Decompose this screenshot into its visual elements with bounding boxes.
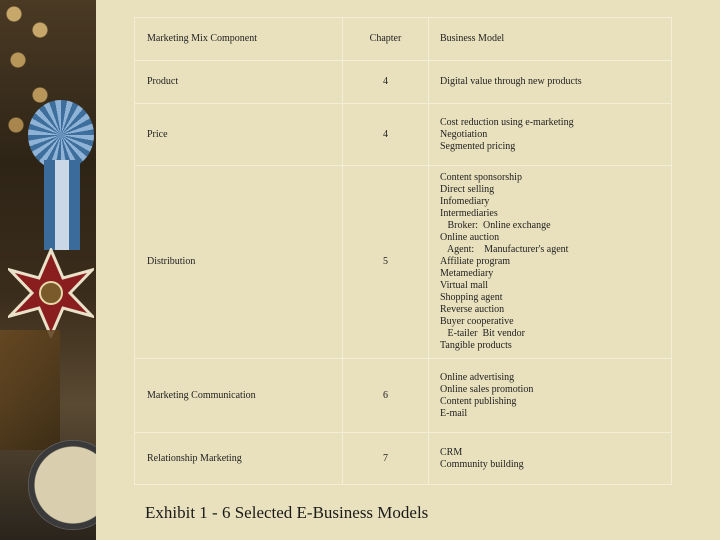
header-chapter: Chapter [343, 18, 429, 61]
row-component: Price [135, 104, 343, 166]
table-header-row [135, 18, 672, 61]
model-item: Cost reduction using e-marketing [440, 116, 574, 128]
table-row [135, 61, 672, 104]
model-item: Online advertising [440, 371, 515, 383]
table-row [135, 433, 672, 485]
row-models [429, 433, 672, 485]
row-chapter: 7 [343, 433, 429, 485]
model-item: Direct selling [440, 184, 495, 195]
model-item: Agent: Manufacturer's agent [440, 244, 569, 255]
row-models [429, 61, 672, 104]
model-item: Buyer cooperative [440, 316, 514, 327]
row-component: Product [135, 61, 343, 104]
model-item: Intermediaries [440, 208, 498, 219]
model-item: Reverse auction [440, 304, 505, 315]
model-item: Online auction [440, 232, 500, 243]
model-item: Negotiation [440, 128, 488, 140]
row-component: Distribution [135, 166, 343, 359]
table-row [135, 104, 672, 166]
model-item: Affiliate program [440, 256, 511, 267]
model-item: E-mail [440, 407, 468, 419]
row-chapter: 5 [343, 166, 429, 359]
row-component: Marketing Communication [135, 359, 343, 433]
row-chapter: 4 [343, 104, 429, 166]
row-chapter: 6 [343, 359, 429, 433]
table-row [135, 166, 672, 359]
medal-ribbon [44, 160, 80, 250]
header-model: Business Model [429, 18, 672, 61]
leaf-ornament [0, 330, 60, 450]
model-item: Online sales promotion [440, 383, 534, 395]
decorative-medals-image [0, 0, 96, 540]
row-component: Relationship Marketing [135, 433, 343, 485]
model-item: E-tailer Bit vendor [440, 328, 525, 339]
model-item: Tangible products [440, 340, 512, 351]
row-models [429, 166, 672, 359]
model-item: Broker: Online exchange [440, 220, 551, 231]
model-item: Digital value through new products [440, 76, 582, 87]
exhibit-caption: Exhibit 1 - 6 Selected E-Business Models [145, 503, 429, 522]
maltese-cross-medal [8, 248, 94, 338]
model-item: Shopping agent [440, 292, 503, 303]
business-models-table [134, 17, 672, 485]
model-item: Content sponsorship [440, 172, 522, 183]
row-chapter: 4 [343, 61, 429, 104]
row-models [429, 104, 672, 166]
header-component: Marketing Mix Component [135, 18, 343, 61]
row-models [429, 359, 672, 433]
model-item: CRM [440, 446, 463, 458]
table-row [135, 359, 672, 433]
model-item: Infomediary [440, 196, 490, 207]
model-item: Community building [440, 458, 524, 470]
model-item: Segmented pricing [440, 140, 516, 152]
model-item: Content publishing [440, 395, 517, 407]
compass-icon [28, 440, 96, 530]
model-item: Virtual mall [440, 280, 488, 291]
model-item: Metamediary [440, 268, 494, 279]
